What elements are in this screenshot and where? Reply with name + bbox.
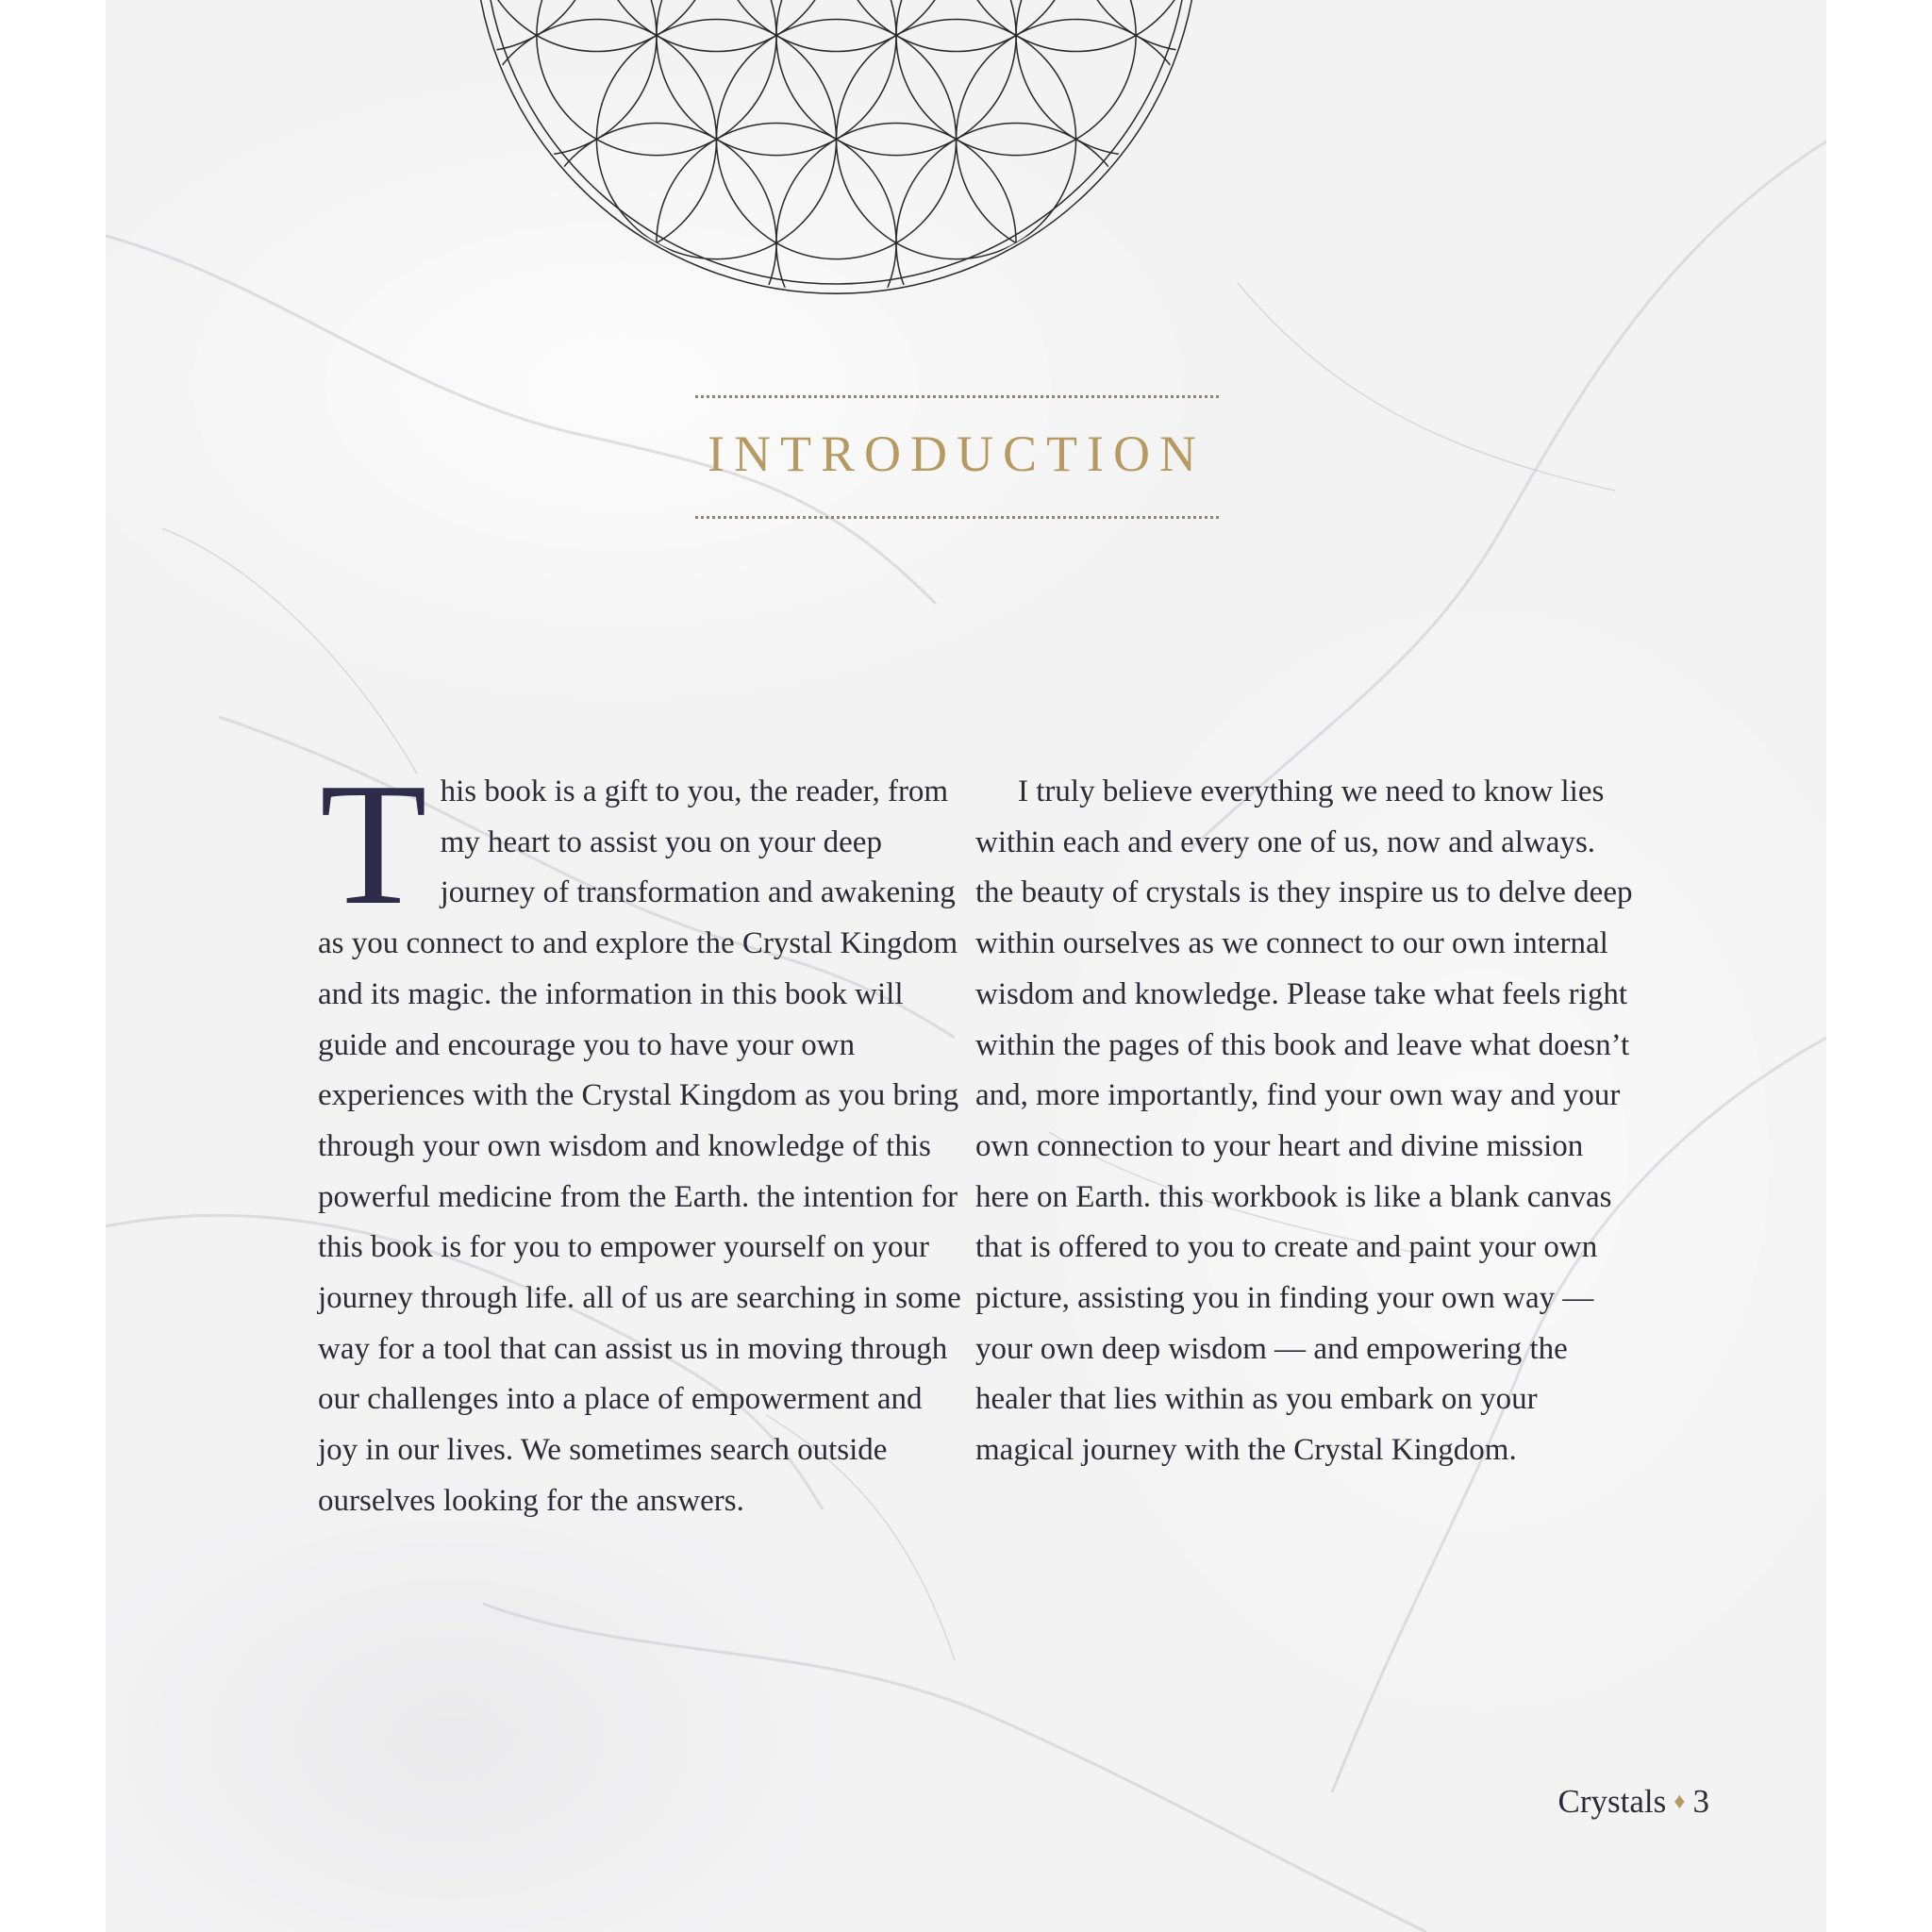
- right-paragraph: I truly believe everything we need to know lies within each and every one of us, now and always. the beauty of crystals is they inspire us to delve deep within ourselves as we connect to our own internal wisdom and knowledge. Please take what feels right within the pages of this book and leave what doesn’t and, more importantly, find your own way and your own connection to your heart and divine mission here on Earth. this workbook is like a blank canvas that is offered to you to create and paint your own picture, assisting you in finding your own way — your own deep wisdom — and empowering the healer that lies within as you embark on your magical journey with the Crystal Kingdom.: [975, 774, 1633, 1468]
- body-column-right: [975, 767, 1636, 1476]
- body-column-left: [318, 747, 964, 1527]
- page-number: 3: [1692, 1783, 1709, 1820]
- flower-circle: [957, 0, 1196, 52]
- flower-circle: [1076, 0, 1202, 52]
- drop-cap: T: [320, 747, 427, 941]
- flower-circle: [596, 0, 836, 52]
- flower-of-life-illustration: [471, 0, 1202, 297]
- left-paragraph: [318, 747, 964, 1527]
- left-paragraph-text: his book is a gift to you, the reader, from my heart to assist you on your deep journey of transformation and awakening as you connect to and explore the Crystal Kingdom and its magic. the information in this book will guide and encourage you to have your own experiences with the Crystal Kingdom as you bring through your own wisdom and knowledge of this powerful medicine from the Earth. the intention for this book is for you to empower yourself on your journey through life. all of us are searching in some way for a tool that can assist us in moving through our challenges into a place of empowerment and joy in our lives. We sometimes search outside ourselves looking for the answers.: [318, 774, 961, 1518]
- heading-rule-bottom: [695, 516, 1219, 519]
- heading-rule-top: [695, 395, 1219, 398]
- flower-circle: [471, 0, 596, 52]
- book-page: [106, 0, 1826, 1932]
- flower-circle: [716, 0, 956, 52]
- page-footer: [1426, 1783, 1709, 1821]
- flower-circle: [476, 0, 716, 52]
- flower-circle: [837, 0, 1076, 52]
- page-title: INTRODUCTION: [708, 425, 1206, 482]
- diamond-separator-icon: ♦: [1674, 1790, 1686, 1814]
- running-title: Crystals: [1557, 1783, 1667, 1820]
